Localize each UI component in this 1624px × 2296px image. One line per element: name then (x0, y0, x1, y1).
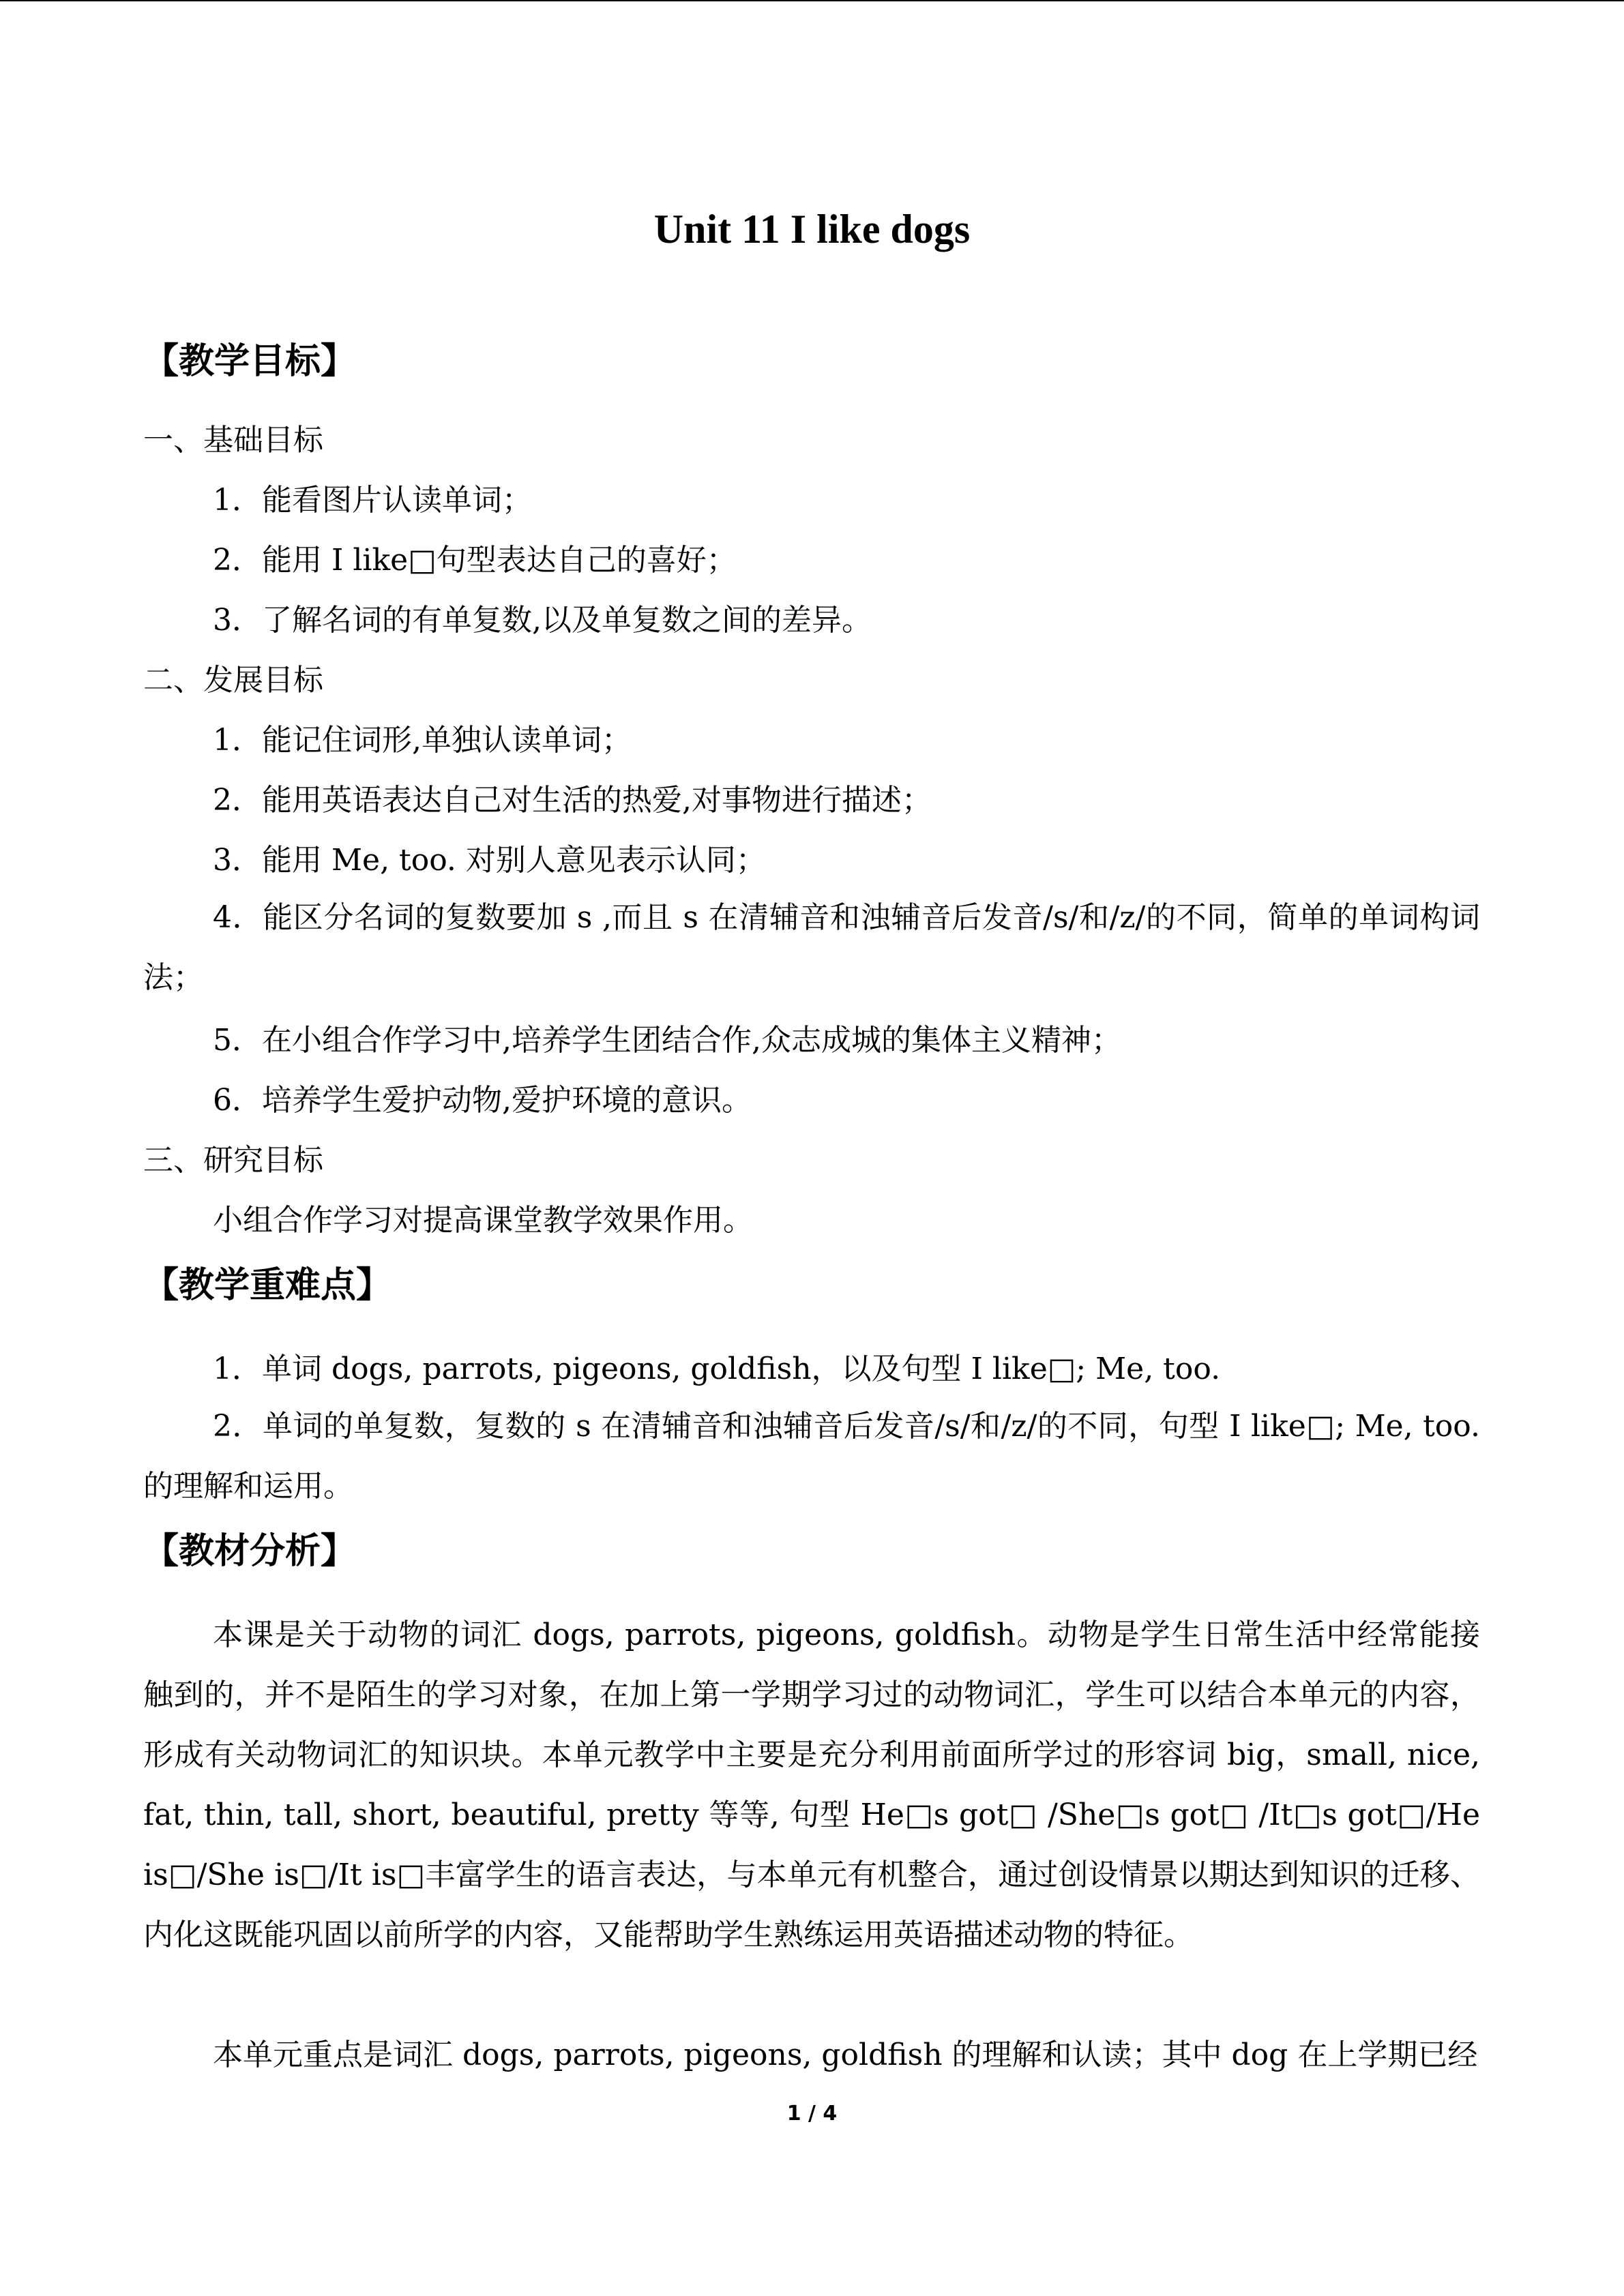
analysis-paragraph: 本课是关于动物的词汇 dogs, parrots, pigeons, goldfish。动物是学生日常生活中经常能接触到的，并不是陌生的学习对象，在加上第一学期学习过的动物词汇，学生可以结合本单元的内容，形成有关动物词汇的知识块。本单元教学中主要是充分利用前面所学过的形容词 big，small, nice, fat, thin, tall, short, beautiful, pretty 等等, 句型 He□s got□ /She□s got□ /It□s got□/He is□/She is□/It is□丰富学生的语言表达，与本单元有机整合，通过创设情景以期达到知识的迁移、内化这既能巩固以前所学的内容，又能帮助学生熟练运用英语描述动物的特征。 (143, 1617, 1480, 1952)
page-number: 1 / 4 (786, 2102, 838, 2126)
section-heading-key-points: 【教学重难点】 (143, 1265, 392, 1306)
basic-objective-item: 3．了解名词的有单复数,以及单复数之间的差异。 (213, 603, 872, 638)
key-point-item: 2．单词的单复数，复数的 s 在清辅音和浊辅音后发音/s/和/z/的不同，句型 I like□; Me, too.的理解和运用。 (143, 1409, 1480, 1504)
analysis-paragraph: 本单元重点是词汇 dogs, parrots, pigeons, goldfish 的理解和认读；其中 dog 在上学期已经 (213, 2038, 1478, 2072)
research-objectives-heading: 三、研究目标 (143, 1143, 323, 1178)
basic-objective-item: 1．能看图片认读单词； (213, 483, 532, 518)
development-objective-item: 2．能用英语表达自己对生活的热爱,对事物进行描述； (213, 783, 932, 818)
development-objective-item: 1．能记住词形,单独认读单词； (213, 723, 632, 758)
section-heading-analysis: 【教材分析】 (143, 1531, 357, 1572)
page-top-border (0, 0, 1624, 1)
research-objective-text: 小组合作学习对提高课堂教学效果作用。 (213, 1203, 753, 1238)
key-point-item: 1．单词 dogs, parrots, pigeons, goldfish，以及句型 I like□; Me, too. (213, 1352, 1221, 1386)
document-title: Unit 11 I like dogs (653, 207, 971, 252)
development-objective-item: 4．能区分名词的复数要加 s ,而且 s 在清辅音和浊辅音后发音/s/和/z/的不同，简单的单词构词法； (143, 900, 1480, 995)
section-heading-objectives: 【教学目标】 (143, 341, 357, 382)
basic-objectives-heading: 一、基础目标 (143, 423, 323, 458)
development-objectives-heading: 二、发展目标 (143, 663, 323, 698)
development-objective-item: 6．培养学生爱护动物,爱护环境的意识。 (213, 1083, 752, 1118)
development-objective-item: 3．能用 Me, too. 对别人意见表示认同； (213, 843, 766, 878)
development-objective-item: 5．在小组合作学习中,培养学生团结合作,众志成城的集体主义精神； (213, 1023, 1121, 1058)
basic-objective-item: 2．能用 I like□句型表达自己的喜好； (213, 543, 737, 578)
